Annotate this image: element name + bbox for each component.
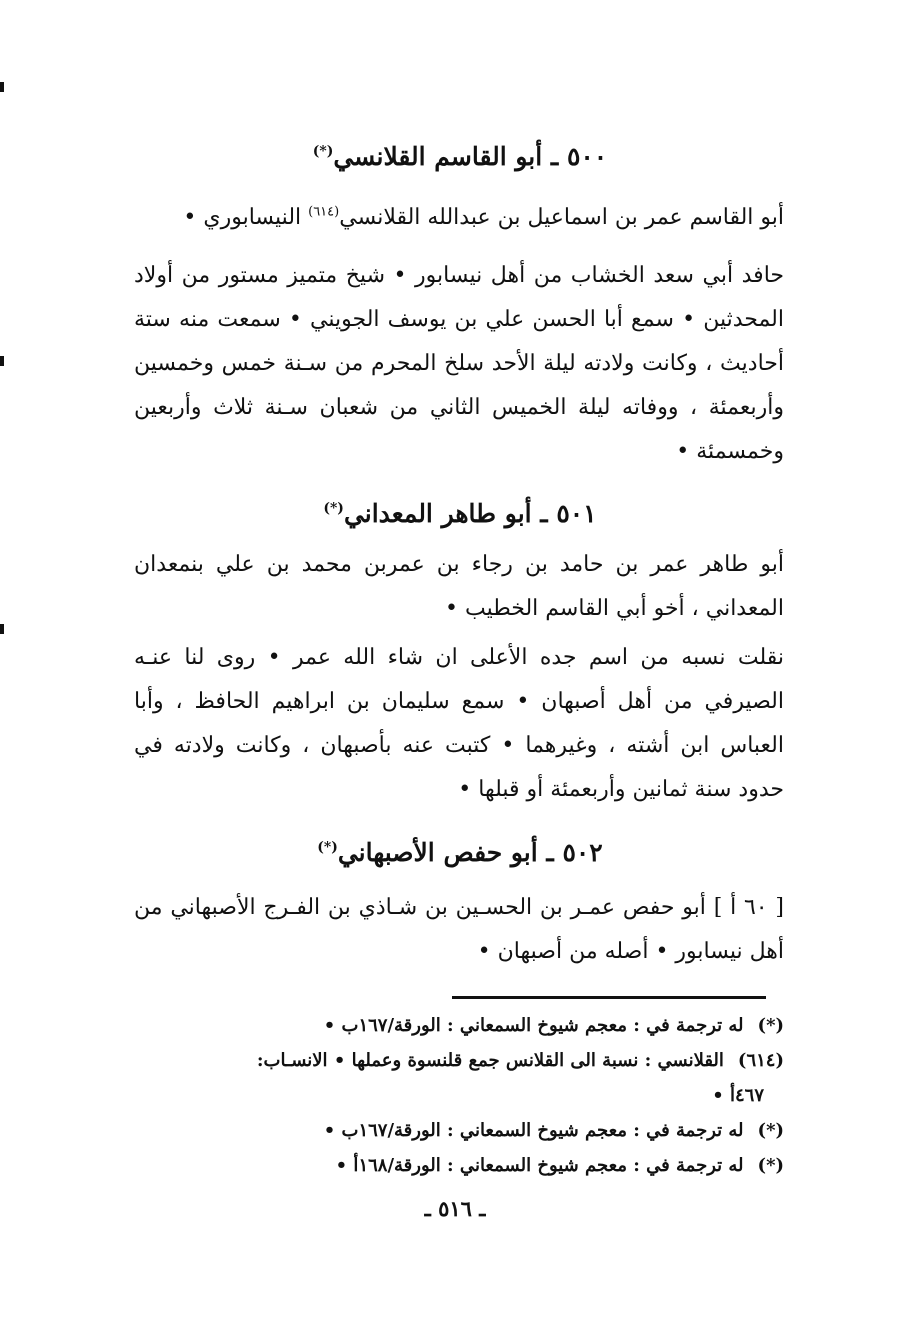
footnote-continuation: ٤٦٧أ •: [712, 1085, 764, 1106]
heading-text: ٥٠٠ ـ أبو القاسم القلانسي: [333, 142, 608, 171]
footnote: [134, 1148, 784, 1183]
footnotes: [134, 1008, 784, 1183]
name-text-continued: النيسابوري •: [183, 205, 309, 230]
entry-502-name: [ ٦٠ أ ] أبو حفص عمـر بن الحسـين بن شـاذي بن الفـرج الأصبهاني من أهل نيسابور • أصله من أصبهان •: [134, 895, 785, 964]
footnote: [134, 1043, 784, 1078]
heading-footnote-mark: (*): [323, 500, 344, 517]
entry-heading-500: [120, 140, 800, 174]
footnote-mark: (*): [757, 1015, 784, 1036]
footnote-text: له ترجمة في : معجم شيوخ السمعاني : الورقة/١٦٧ب •: [323, 1015, 744, 1036]
footnote-text: له ترجمة في : معجم شيوخ السمعاني : الورقة/١٦٧ب •: [323, 1120, 744, 1141]
name-text: أبو القاسم عمر بن اسماعيل بن عبدالله القلانسي: [339, 205, 784, 230]
heading-footnote-mark: (*): [317, 839, 338, 856]
entry-501-name: أبو طاهر عمر بن حامد بن رجاء بن عمربن محمد بن علي بنمعدان المعداني ، أخو أبي القاسم الخطيب •: [134, 552, 784, 621]
entry-heading-502: [120, 836, 800, 870]
heading-footnote-mark: (*): [312, 143, 334, 160]
entry-501-body: نقلت نسبه من اسم جده الأعلى ان شاء الله عمر • روى لنا عنـه الصيرفي من أهل أصبهان • سمع سليمان بن ابراهيم الحافظ ، وأبا العباس ابن أشته ، وغيرهما • كتبت عنه بأصبهان ، وكانت ولادته في حدود سنة ثمانين وأربعمئة أو قبلها •: [134, 645, 784, 802]
scan-margin-mark: [0, 82, 4, 92]
entry-500-body: حافد أبي سعد الخشاب من أهل نيسابور • شيخ متميز مستور من أولاد المحدثين • سمع أبا الحسن علي بن يوسف الجويني • سمعت منه ستة أحاديث ، وكانت ولادته ليلة الأحد سلخ المحرم من سـنة خمس وخمسين وأربعمئة ، ووفاته ليلة الخميس الثاني من شعبان سـنة ثلاث وأربعين وخمسمئة •: [134, 263, 784, 464]
scan-margin-mark: [0, 356, 4, 366]
footnote-divider: [452, 996, 766, 999]
footnote: [134, 1008, 784, 1043]
footnote-mark: (٦١٤): [737, 1050, 784, 1071]
footnote-ref: (٦١٤): [308, 204, 340, 220]
footnote-text: له ترجمة في : معجم شيوخ السمعاني : الورقة/١٦٨أ •: [335, 1155, 744, 1176]
entry-500-name: [134, 196, 784, 240]
heading-text: ٥٠٢ ـ أبو حفص الأصبهاني: [337, 838, 603, 867]
footnote-mark: (*): [757, 1155, 784, 1176]
footnote-mark: (*): [757, 1120, 784, 1141]
footnote-text: القلانسي : نسبة الى القلانس جمع قلنسوة وعملها • الانسـاب:: [256, 1050, 724, 1071]
footnote: [134, 1113, 784, 1148]
page-number: ـ ٥١٦ ـ: [424, 1196, 486, 1221]
entry-heading-501: [120, 497, 800, 531]
scan-margin-mark: [0, 624, 4, 634]
heading-text: ٥٠١ ـ أبو طاهر المعداني: [343, 499, 597, 528]
